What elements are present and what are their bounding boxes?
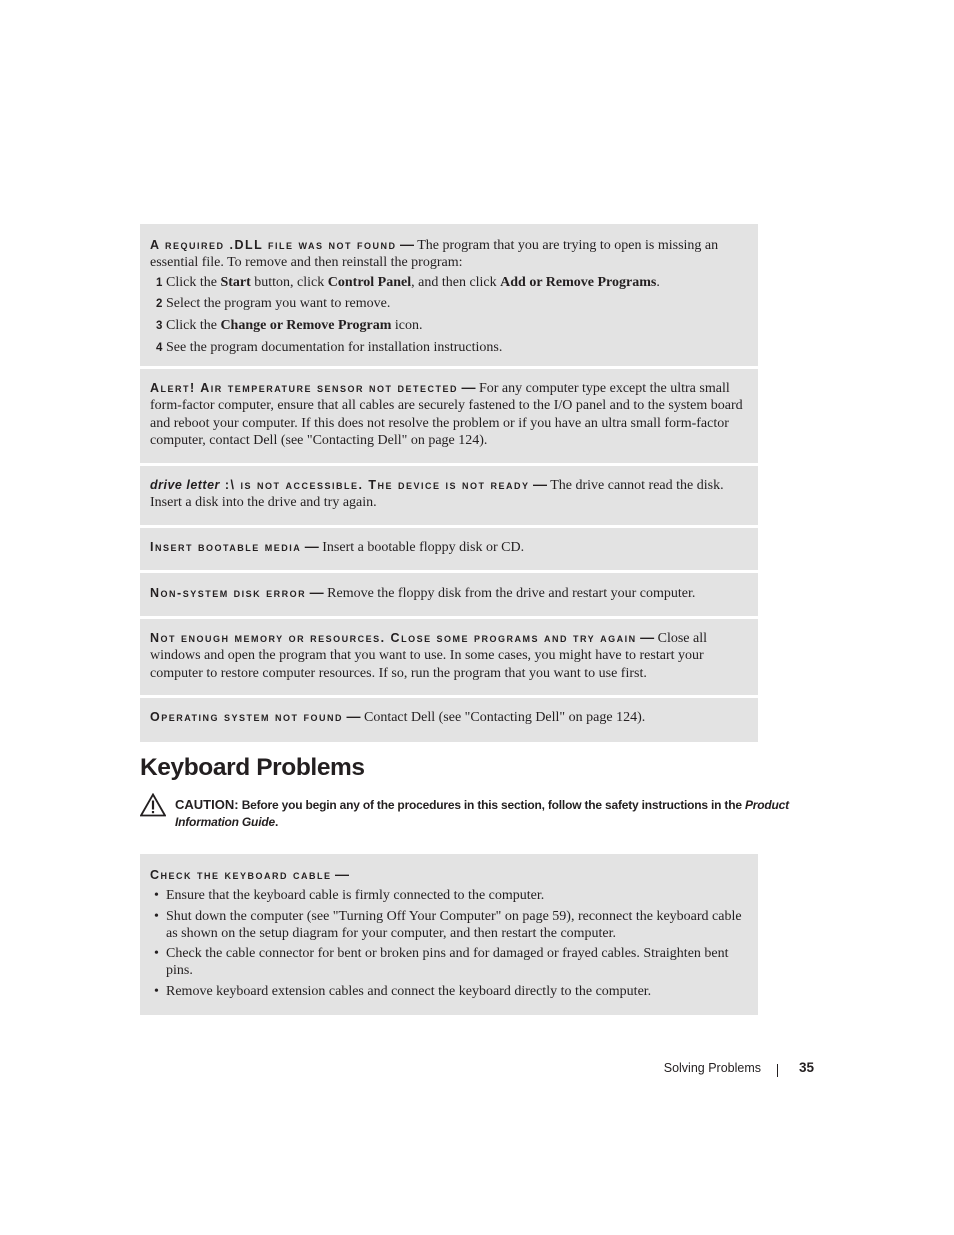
list-item: • Check the cable connector for bent or broken pins and for damaged or frayed cables. Straighten bent pins. [154,945,748,980]
step-text: Select the program you want to remove. [166,296,391,312]
error-description [150,236,748,272]
step-text: . [656,274,660,290]
caution-period: . [274,815,279,829]
error-non-system-disk [140,573,758,616]
error-title: Insert bootable media [150,540,302,554]
step-number: 3 [156,319,163,332]
em-dash: — [399,236,414,252]
error-title: Alert! Air temperature sensor not detected [150,381,458,395]
step-item [156,274,748,292]
step-number: 2 [156,298,163,311]
step-text: Click the [166,274,221,290]
step-text: icon. [391,317,423,333]
error-drive-not-accessible [140,466,758,525]
keyboard-title-line [150,866,748,884]
step-list [156,274,748,357]
step-item [156,317,748,335]
error-text: Remove the floppy disk from the drive and restart your computer. [327,586,696,601]
error-text: The drive cannot read the disk. Insert a disk into the drive and try again. [150,478,724,511]
keyboard-check-title: Check the keyboard cable [150,868,332,882]
em-dash: — [346,708,361,724]
change-remove-program-label: Change or Remove Program [220,317,392,333]
step-number: 1 [156,276,163,289]
step-text: Click the [166,317,221,333]
product-information-guide: Product Information Guide [175,798,789,829]
check-keyboard-cable-box [140,854,758,1015]
error-text: The program that you are trying to open is missing an essential file. To remove and then reinstall the program: [150,238,719,271]
error-title: Operating system not found [150,710,343,724]
step-text: , and then click [411,274,501,290]
caution-text [175,796,815,831]
start-label: Start [220,274,251,290]
em-dash: — [532,476,547,492]
list-item: • Shut down the computer (see "Turning Off Your Computer" on page 59), reconnect the keyboard cable as shown on the setup diagram for your computer, and then restart the computer. [154,908,748,943]
error-title-rest: :\ is not accessible. The device is not ready [219,478,530,492]
list-item: • Ensure that the keyboard cable is firmly connected to the computer. [154,887,748,904]
error-text: Insert a bootable floppy disk or CD. [322,540,525,555]
caution-icon [140,793,166,817]
error-not-enough-memory [140,619,758,695]
add-remove-programs-label: Add or Remove Programs [500,274,657,290]
section-title: Keyboard Problems [140,754,365,781]
em-dash: — [304,538,319,554]
error-dll-not-found [140,224,758,366]
step-text: button, click [250,274,328,290]
step-item [156,339,748,357]
error-title: Not enough memory or resources. Close some programs and try again [150,631,637,645]
control-panel-label: Control Panel [327,274,412,290]
em-dash: — [640,629,655,645]
footer-separator [777,1064,778,1077]
em-dash: — [334,866,349,882]
step-item [156,295,748,313]
page-number: 35 [798,1060,814,1075]
em-dash: — [461,379,476,395]
error-text: Close all windows and open the program that you want to use. In some cases, you might have to restart your computer to restore computer resources. If so, run the program that you want to use first. [150,631,707,681]
footer-section-name: Solving Problems [663,1061,761,1075]
caution-label: CAUTION: [175,797,239,812]
error-text: Contact Dell (see "Contacting Dell" on page 124). [363,710,646,725]
error-air-temperature-sensor [140,369,758,463]
drive-letter-placeholder: drive letter [150,478,220,492]
step-text: See the program documentation for installation instructions. [166,339,503,355]
error-os-not-found [140,698,758,742]
list-item: • Remove keyboard extension cables and connect the keyboard directly to the computer. [154,983,748,1000]
error-insert-bootable-media [140,528,758,570]
keyboard-bullet-list [154,887,748,1000]
error-title: Non-system disk error [150,586,307,600]
step-number: 4 [156,341,163,354]
em-dash: — [309,584,324,600]
error-title: A required .DLL file was not found [150,238,397,252]
page-footer [600,1061,814,1081]
caution-body: Before you begin any of the procedures in this section, follow the safety instructions in the [241,798,745,812]
error-text: For any computer type except the ultra small form-factor computer, ensure that all cables are securely fastened to the I/O panel and to the system board and reboot your computer. If this does not resolve the problem or if you have an ultra small form-factor computer, contact Dell (see "Contacting Dell" on page 124). [150,381,743,448]
error-title [150,478,529,492]
